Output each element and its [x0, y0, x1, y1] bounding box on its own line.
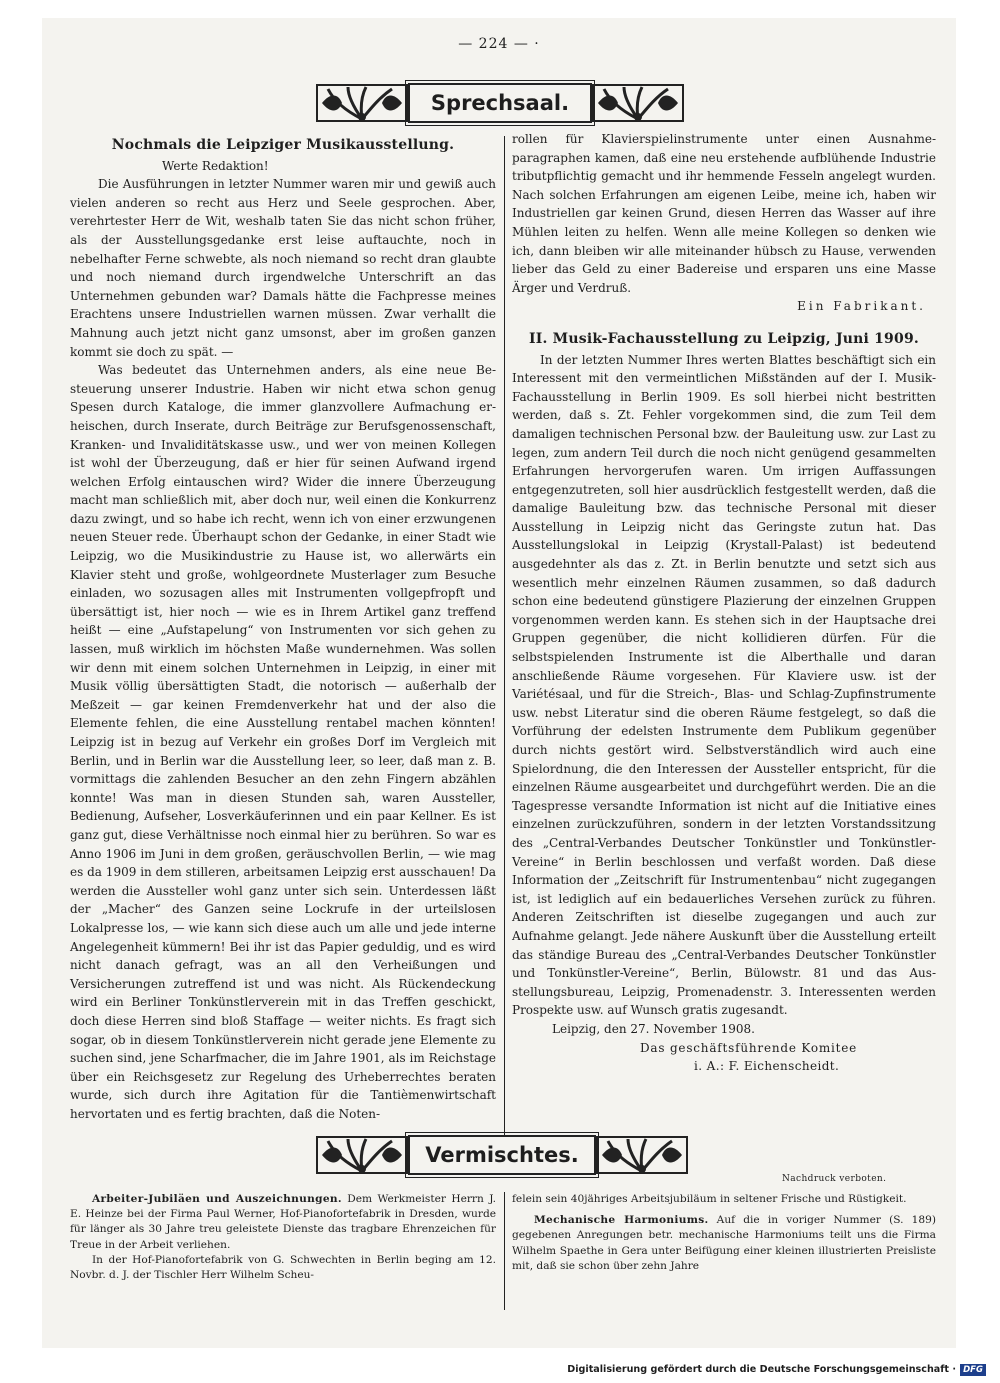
item-text: felein sein 40jähriges Arbeitsjubiläum in seltener Frische und Rüstigkeit. — [512, 1193, 907, 1205]
palmette-ornament-left-icon — [316, 1133, 408, 1177]
left-column — [70, 136, 496, 1123]
article-paragraph: In der letzten Nummer Ihres werten Blattes beschäftigt sich ein Interessent mit den vermeintlichen Mißständen auf der I. Musik-Fachausstellung in Berlin 1909. Es soll hierbei nicht bestritten werden, daß s. Zt. Fehler vorgekommen sind, die zum Teil dem damaligen technischen Personal bzw. der Bauleitung usw. zur Last zu legen, zum andern Teil durch die noch nicht genügend gesammelten Erfahrungen hervorgerufen waren. Um irrigen Auffassungen entgegenzutreten, soll hier ausdrücklich festgestellt werden, daß die damalige Bauleitung bzw. das technische Personal mit dieser Ausstellung in Leipzig nicht das Geringste zutun hat. Das Ausstellungslokal in Leipzig (Krystall-Palast) ist bedeutend ausgedehnter als das z. Zt. in Berlin benutzte und setzt sich aus wesentlich mehr einzelnen Räumen zusammen, so daß dadurch schon eine bedeutend günstigere Plazierung der einzelnen Gruppen vorgenommen werden kann. Es stehen sich in der Hauptsache drei Gruppen gegenüber, die nicht kollidieren dürfen. Für die selbstspielenden Instrumente ist die Alberthalle und daran anschließende Räume vorgesehen. Für Klaviere usw. ist der Variétésaal, und für die Streich-, Blas- und Schlag-Zupfinstrumente usw. nebst Literatur sind die oberen Räume festgelegt, so daß die Vorführung der edelsten Instrumente dem Publikum gegenüber durch nichts gestört wird. Selbstverständlich wird auch eine Spielordnung, die den Interessen der Aussteller entspricht, für die einzelnen Räume ausgearbeitet und durchgeführt werden. Die an die Tagespresse versandte Information ist nicht auf die Initiative eines einzelnen zurückzuführen, sondern in der letzten Vorstandssitzung des „Central-Verbandes Deutscher Tonkünstler und Tonkünstler-Vereine“ in Berlin beschlossen und verfaßt worden. Daß diese Information der „Zeitschrift für Instrumentenbau“ nicht zugegangen ist, ist lediglich auf ein bedauerliches Versehen zurück zu führen. Anderen Zeitschriften ist dieselbe zugegangen und auch zur Aufnahme gelangt. Jede nähere Auskunft über die Ausstellung erteilt das ständige Bureau des „Central-Verbandes Deutscher Tonkünstler und Tonkünstler-Vereine“, Berlin, Bülowstr. 81 und das Ausstellungsbureau, Leipzig, Promenadenstr. 3. Interessenten werden Prospekte usw. auf Wunsch gratis zugesandt. — [512, 352, 936, 1018]
article-paragraph: Die Ausführungen in letzter Nummer waren mir und gewiß auch vielen anderen so recht aus Herz und Seele gesprochen. Aber, verehrtester Herr de Wit, weshalb taten Sie das nicht schon früher, als der Ausstellungsgedanke erst leise auftauchte, noch in nebelhafter Ferne schwebte, als noch niemand so recht dran glaubte und noch niemand durch irgendwelche Unterschrift an das Unternehmen gebunden war? Damals hätte die Fachpresse meines Erachtens unsere Industriellen warnen müssen. Zwar verhallt die Mahnung auch jetzt nicht ganz umsonst, aber im großen ganzen kommt sie doch zu spät. — — [70, 177, 496, 359]
footer-bar — [0, 1359, 1000, 1383]
salutation: Werte Redaktion! — [162, 158, 269, 173]
item-text: Dem Werkmeister Herrn J. E. Heinze bei der Firma Paul Werner, Hof-Pianofortefabrik in Dresden, wurde für länger als 30 Jahre treu geleistete Dienste das tragbare Ehrenzeichen für Treue in der Arbeit verliehen. — [70, 1193, 496, 1251]
dateline: Leipzig, den 27. November 1908. — [552, 1021, 755, 1036]
item-text: In der Hof-Pianofortefabrik von G. Schwechten in Berlin beging am 12. Novbr. d. J. der Tischler Herr Wilhelm Scheu- — [70, 1253, 496, 1282]
article-paragraph: Was bedeutet das Unternehmen anders, als eine neue Besteuerung unserer Industrie. Haben wir nicht etwa schon genug Spesen durch Kataloge, die immer glanzvollere Aufmachung erheischen, durch Inserate, durch Beiträge zur Berufsgenossenschaft, Kranken- und Invaliditätskasse usw., und wer von meinen Kollegen ist wohl der Überzeugung, daß er hier für seinen Aufwand irgend welchen Erfolg eintauschen wird? Wider die innere Überzeugung macht man schließlich mit, aber doch nur, weil einen die Konkurrenz dazu zwingt, und so habe ich recht, wenn ich von einer erzwungenen neuen Steuer rede. Überhaupt schon der Gedanke, in einer Stadt wie Leipzig, wo die Musikindustrie zu Hause ist, wo allerwärts ein Klavier steht und große, wohlgeordnete Musterlager zum Besuche einladen, wo sozusagen alles mit Instrumenten vollgepfropft und übersättigt ist, hier noch — wie es in Ihrem Artikel ganz treffend heißt — eine „Aufstapelung“ von Instrumenten vor sich gehen zu lassen, muß wirklich im höchsten Maße wundernehmen. Was sollen wir denn mit einem solchen Unternehmen in Leipzig, in einer mit Musik völlig übersättigten Stadt, die notorisch — außerhalb der Meßzeit — gar keinen Fremdenverkehr hat und der also die Elemente fehlen, die eine Ausstellung rentabel machen könnten! Leipzig ist in bezug auf Verkehr ein großes Dorf im Vergleich mit Berlin, und in Berlin war die Ausstellung leer, so leer, daß man z. B. vormittags die zahlenden Besucher an den zehn Fingern abzählen konnte! Was man in diesen Stunden sah, waren Aussteller, Bedienung, Aufseher, Losverkäuferinnen und ein paar Kellner. Es ist ganz gut, diese Verhältnisse noch einmal hier zu berühren. So war es Anno 1906 im Juni in dem großen, geräuschvollen Berlin, — wie mag es da 1909 in dem stilleren, arbeitsamen Leipzig erst ausschauen! Da werden die Aussteller wohl ganz unter sich sein. Unterdessen läßt der „Macher“ des Ganzen seine Lockrufe in der urteilslosen Lokalpresse los, — wie kann sich diese auch um alle und jede interne Angelegenheit kümmern! Bei ihr ist das Papier geduldig, und es wird nicht danach gefragt, was an all den Verheißungen und Versicherungen zutreffend ist und was nicht. Als Rückendeckung wird ein Berliner Tonkünstlerverein mit in das Treffen geschickt, doch diese Herren sind bloß Staffage — weiter nichts. Es fragt sich sogar, ob in diesem Tonkünstlerverein nicht gerade jene Elemente zu suchen sind, jene Scharfmacher, die im Jahre 1901, als im Reichstage über ein Reichsgesetz zur Regelung des Urheberrechtes beraten wurde, sich durch ihre Agitation für die Tantièmenwirtschaft hervortaten und es fertig brachten, daß die Noten- — [70, 363, 496, 1121]
item-heading: Mechanische Harmoniums. — [534, 1214, 709, 1227]
committee-line: Das geschäftsführende Komitee — [640, 1040, 858, 1055]
page-number: — 224 — · — [458, 36, 540, 52]
page-sheet — [42, 18, 956, 1348]
article-heading-fachausstellung: II. Musik-Fachausstellung zu Leipzig, Juni 1909. — [529, 330, 919, 347]
section-title-sprechsaal: Sprechsaal. — [408, 83, 592, 123]
reprint-notice: Nachdruck verboten. — [782, 1174, 887, 1184]
footer-credit: Digitalisierung gefördert durch die Deutsche Forschungsgemeinschaft · — [567, 1364, 956, 1375]
dfg-logo: DFG — [960, 1364, 986, 1376]
bottom-left-column — [70, 1192, 496, 1283]
item-heading: Arbeiter-Jubiläen und Auszeichnungen. — [92, 1193, 342, 1205]
section-title-vermischtes: Vermischtes. — [408, 1135, 596, 1175]
item-text: Auf die in voriger Nummer (S. 189) gegebenen Anregungen betr. mechanische Harmoniums teilt uns die Firma Wilhelm Spaethe in Gera unter Beifügung einer kleinen illustrierten Preisliste mit, daß sie schon über zehn Jahre — [512, 1214, 936, 1272]
section-banner-sprechsaal — [310, 74, 690, 132]
palmette-ornament-right-icon — [596, 1133, 688, 1177]
article-heading-leipzig: Nochmals die Leipziger Musikausstellung. — [111, 137, 455, 153]
right-column — [512, 130, 936, 1076]
article-continuation: rollen für Klavierspielinstrumente unter einen Ausnahmeparagraphen kamen, daß eine neu erstehende aufblühende Industrie tributpflichtig gemacht und ihr hemmende Fesseln angelegt wurden. Nach solchen Erfahrungen am eigenen Leibe, meine ich, haben wir Industriellen gar keinen Grund, diesen Herren das Wasser auf ihre Mühlen leiten zu helfen. Wenn alle meine Kollegen so denken wie ich, dann bleiben wir alle miteinander hübsch zu Hause, verwenden lieber das Geld zu einer Badereise und ersparen uns eine Masse Ärger und Verdruß. — [512, 132, 936, 295]
palmette-ornament-right-icon — [592, 81, 684, 125]
bottom-right-column — [512, 1192, 936, 1274]
column-divider — [504, 136, 505, 1136]
signature: Ein Fabrikant. — [797, 299, 926, 314]
palmette-ornament-left-icon — [316, 81, 408, 125]
column-divider — [504, 1192, 505, 1310]
committee-signature: i. A.: F. Eichenscheidt. — [694, 1059, 840, 1074]
section-banner-vermischtes — [310, 1126, 694, 1184]
